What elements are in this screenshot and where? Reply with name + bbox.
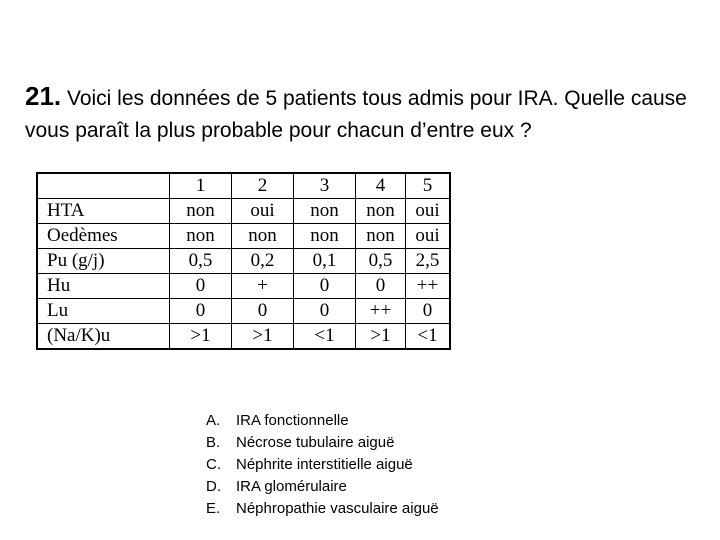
table-cell: 0,5: [170, 249, 232, 274]
table-cell: >1: [356, 324, 406, 350]
answer-text: Néphrite interstitielle aiguë: [236, 456, 413, 473]
table-cell: 0: [170, 299, 232, 324]
table-cell: non: [232, 224, 294, 249]
table-cell: <1: [406, 324, 451, 350]
table-cell: 0,2: [232, 249, 294, 274]
table-cell: oui: [406, 224, 451, 249]
table-cell: +: [232, 274, 294, 299]
table-corner-cell: [37, 173, 170, 199]
row-label: Pu (g/j): [37, 249, 170, 274]
row-label: HTA: [37, 199, 170, 224]
table-cell: <1: [294, 324, 356, 350]
question-body: Voici les données de 5 patients tous admis pour IRA. Quelle cause vous paraît la plus probable pour chacun d’entre eux ?: [25, 87, 687, 142]
answer-choice-e: [206, 498, 439, 520]
answer-choice-a: [206, 410, 439, 432]
answer-choice-d: [206, 476, 439, 498]
table-cell: non: [170, 199, 232, 224]
answer-choice-b: [206, 432, 439, 454]
table-cell: >1: [232, 324, 294, 350]
answer-letter: C.: [206, 456, 221, 473]
table-cell: >1: [170, 324, 232, 350]
table-cell: non: [356, 224, 406, 249]
answer-letter: E.: [206, 500, 221, 517]
table-cell: 2,5: [406, 249, 451, 274]
table-cell: 0,1: [294, 249, 356, 274]
table-cell: non: [170, 224, 232, 249]
answer-text: IRA fonctionnelle: [236, 412, 349, 429]
table-cell: 0: [170, 274, 232, 299]
table-cell: non: [356, 199, 406, 224]
answer-letter: D.: [206, 478, 221, 495]
question-text: [25, 80, 705, 147]
table-cell: 0: [356, 274, 406, 299]
table-cell: 0: [232, 299, 294, 324]
patient-data-table: [36, 172, 451, 350]
table-row: [37, 299, 450, 324]
answer-choices: [206, 410, 439, 520]
answer-text: IRA glomérulaire: [236, 478, 347, 495]
table-cell: non: [294, 199, 356, 224]
row-label: Hu: [37, 274, 170, 299]
answer-letter: A.: [206, 412, 221, 429]
table-header-cell: 4: [356, 173, 406, 199]
table-header-cell: 3: [294, 173, 356, 199]
table-cell: oui: [232, 199, 294, 224]
table-row: [37, 249, 450, 274]
question-number: 21.: [25, 81, 62, 111]
table-header-cell: 5: [406, 173, 451, 199]
table-row: [37, 324, 450, 350]
answer-letter: B.: [206, 434, 221, 451]
table-cell: ++: [356, 299, 406, 324]
table-row: [37, 199, 450, 224]
table-header-cell: 2: [232, 173, 294, 199]
table-cell: non: [294, 224, 356, 249]
answer-text: Néphropathie vasculaire aiguë: [236, 500, 439, 517]
row-label: Lu: [37, 299, 170, 324]
row-label: (Na/K)u: [37, 324, 170, 350]
table-header-cell: 1: [170, 173, 232, 199]
table-cell: 0: [294, 299, 356, 324]
answer-text: Nécrose tubulaire aiguë: [236, 434, 395, 451]
table-cell: 0,5: [356, 249, 406, 274]
table-row: [37, 274, 450, 299]
table-header-row: [37, 173, 450, 199]
table-cell: 0: [294, 274, 356, 299]
table-cell: ++: [406, 274, 451, 299]
answer-choice-c: [206, 454, 439, 476]
table-cell: 0: [406, 299, 451, 324]
table-row: [37, 224, 450, 249]
table-cell: oui: [406, 199, 451, 224]
row-label: Oedèmes: [37, 224, 170, 249]
